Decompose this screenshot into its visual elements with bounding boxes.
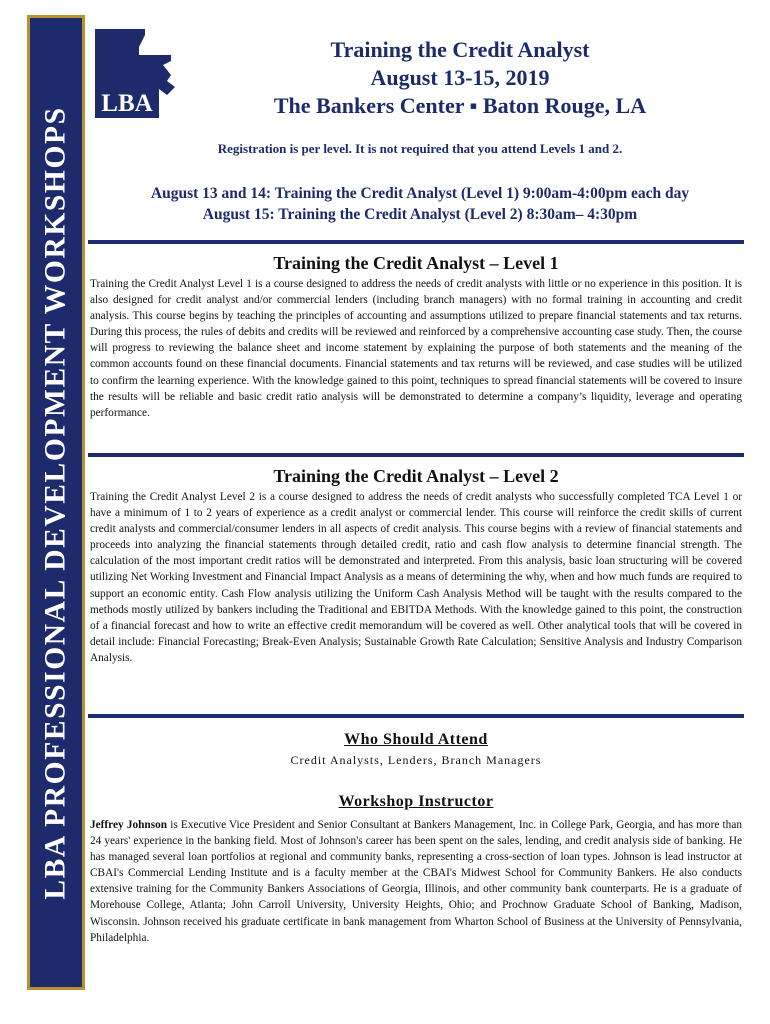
schedule-level2: August 15: Training the Credit Analyst (Level 2) 8:30am– 4:30pm: [202, 206, 638, 223]
schedule-level1: August 13 and 14: Training the Credit Analyst (Level 1) 9:00am-4:00pm each day: [150, 185, 690, 202]
instructor-heading-text: Workshop Instructor: [338, 793, 494, 810]
title-course: Training the Credit Analyst: [330, 37, 590, 62]
sidebar-banner: [27, 15, 85, 990]
level1-heading: Training the Credit Analyst – Level 1: [273, 253, 559, 273]
attend-list: Credit Analysts, Lenders, Branch Managers: [290, 753, 542, 767]
page-title: [185, 36, 735, 120]
level1-description: Training the Credit Analyst Level 1 is a course designed to address the needs of credit analysts with little or no experience in this position. It is also designed for credit analyst and/or commercial lenders (including branch managers) with no formal training in accounting and credit analysis. This course begins by teaching the principles of accounting and assumptions utilized to prepare financial statements and tax returns. During this process, the rules of debits and credits will be reviewed and reinforced by a comprehensive accounting case study. Then, the course will progress to reviewing the balance sheet and income statement by explaining the purpose of both statements and the meaning of the common accounts found on these financial documents. Financial statements and tax returns will be reviewed, and case studies will be utilized to confirm the learning experience. With the knowledge gained to this point, techniques to spread financial statements will be covered to insure the results will be reliable and basic credit ratio analysis will be demonstrated to determine a company’s liquidity, leverage and operating performance.: [90, 278, 742, 419]
divider: [88, 240, 744, 244]
title-dates: August 13-15, 2019: [370, 65, 550, 90]
divider: [88, 453, 744, 457]
instructor-bio-text: is Executive Vice President and Senior Consultant at Bankers Management, Inc. in College Park, Georgia, and has more than 24 years' experience in the banking field. Most of Johnson's career has been spent on the sales, lending, and credit analysis side of banking. He has managed several loan portfolios at regional and community banks, representing a cross-section of loan types. Johnson is lead instructor at CBAI's Commercial Lending Institute and is a faculty member at the CBAI's Midwest School for Community Bankers. He also conducts extensive training for the Community Bankers Associations of Georgia, Illinois, and other community bank counterparts. He is a graduate of Morehouse College, Atlanta; John Carroll University, University Heights, Ohio; and Prochnow Graduate School of Banking, Madison, Wisconsin. Johnson received his graduate certificate in bank management from Wharton School of Business at the University of Pennsylvania, Philadelphia.: [90, 819, 742, 944]
instructor-bio: [90, 817, 742, 946]
louisiana-map-icon: [87, 25, 177, 120]
sidebar-title: LBA PROFESSIONAL DEVELOPMENT WORKSHOPS: [39, 105, 72, 900]
attend-heading: [90, 731, 742, 749]
divider: [88, 714, 744, 718]
title-location: The Bankers Center ▪ Baton Rouge, LA: [273, 93, 647, 118]
schedule: [100, 183, 740, 225]
level2-heading: Training the Credit Analyst – Level 2: [273, 466, 559, 486]
attend-heading-text: Who Should Attend: [344, 731, 488, 748]
logo-text: LBA: [101, 90, 153, 117]
level2-description: Training the Credit Analyst Level 2 is a course designed to address the needs of credit analysts who successfully completed TCA Level 1 or have a minimum of 1 to 2 years of experience as a credit analyst or commercial lender. This course will reinforce the credit skills of current credit analysts and commercial/consumer lenders in all aspects of credit analysis. This course begins with a review of financial statements and proceeds into analyzing the financial statements through detailed credit, ratio and cash flow analysis to determine financial strength. The calculation of the most important credit ratios will be demonstrated and interpreted. From this analysis, basic loan structuring will be covered utilizing Net Working Investment and Financial Impact Analysis as a means of determining the why, when and how much funds are required to support an economic entity. Cash Flow analysis utilizing the Uniform Cash Analysis Method will be taught with the results compared to the methods mostly utilized by bankers including the Traditional and EBITDA Methods. With the knowledge gained to this point, the construction of a financial forecast and how to write an effective credit memorandum will be covered as well. Other analytical tools that will be covered in detail include: Financial Forecasting; Break-Even Analysis; Sustainable Growth Rate Calculation; Sensitive Analysis and Industry Comparison Analysis.: [90, 491, 742, 664]
registration-note: Registration is per level. It is not required that you attend Levels 1 and 2.: [217, 141, 623, 156]
instructor-heading: [90, 793, 742, 811]
instructor-name: Jeffrey Johnson: [90, 819, 168, 831]
